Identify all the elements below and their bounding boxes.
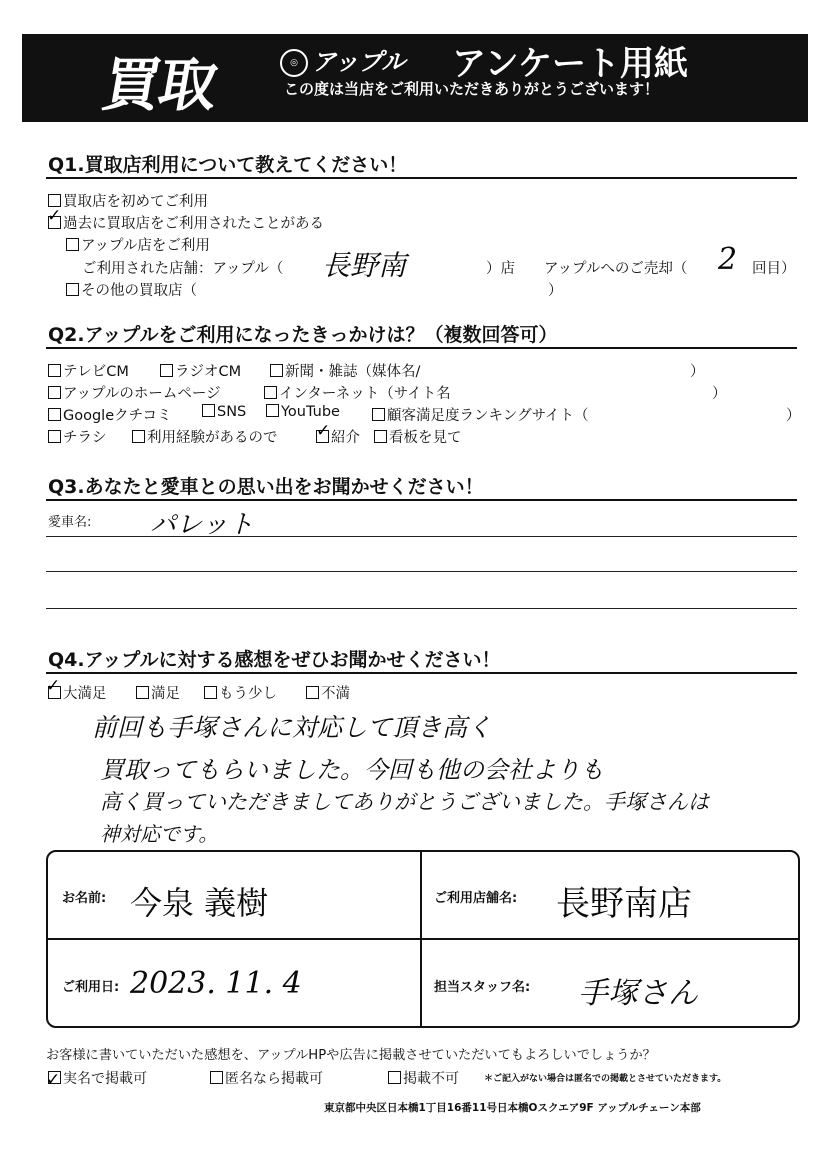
q4-comment-line[interactable]: 前回も手塚さんに対応して頂き高く bbox=[92, 713, 493, 742]
q2-option-newspaper[interactable]: 新聞・雑誌（媒体名/ bbox=[270, 360, 420, 381]
q4-option-very[interactable]: 大満足 bbox=[48, 682, 107, 703]
q1-option-apple[interactable]: アップル店をご利用 bbox=[66, 234, 210, 255]
write-line bbox=[46, 571, 797, 572]
checkbox[interactable] bbox=[210, 1071, 223, 1084]
write-line bbox=[46, 608, 797, 609]
checkbox[interactable] bbox=[48, 408, 61, 421]
q2-option-sns[interactable]: SNS bbox=[202, 404, 246, 420]
q2-title: Q2.アップルをご利用になったきっかけは？（複数回答可） bbox=[48, 324, 558, 346]
publish-option-real[interactable]: 実名で掲載可 bbox=[48, 1068, 147, 1088]
q2-option-signboard[interactable]: 看板を見て bbox=[374, 426, 462, 447]
checkbox[interactable] bbox=[48, 430, 61, 443]
staff-value[interactable]: 手塚さん bbox=[578, 976, 698, 1011]
checkbox[interactable] bbox=[204, 686, 217, 699]
q2-option-homepage[interactable]: アップルのホームページ bbox=[48, 382, 221, 403]
q4-comment-line[interactable]: 高く買っていただきましてありがとうございました。手塚さんは bbox=[100, 790, 709, 814]
form-subtitle: この度は当店をご利用いただきありがとうございます！ bbox=[284, 80, 660, 98]
staff-label: 担当スタッフ名: bbox=[434, 980, 531, 995]
q1-store-label: ご利用された店舗：アップル（ bbox=[82, 261, 284, 277]
q3-car-value[interactable]: パレット bbox=[150, 510, 254, 540]
checkbox[interactable] bbox=[270, 364, 283, 377]
checkbox[interactable] bbox=[266, 404, 279, 417]
q4-option-satisfied[interactable]: 満足 bbox=[136, 682, 180, 703]
checkbox[interactable] bbox=[388, 1071, 401, 1084]
q4-option-more[interactable]: もう少し bbox=[204, 682, 277, 703]
q2-option-youtube[interactable]: YouTube bbox=[266, 404, 340, 420]
q3-title: Q3.あなたと愛車との思い出をお聞かせください！ bbox=[48, 476, 484, 498]
q2-option-internet[interactable]: インターネット（サイト名 bbox=[264, 382, 451, 403]
q2-option-ranking[interactable]: 顧客満足度ランキングサイト（ bbox=[372, 404, 589, 425]
q4-title: Q4.アップルに対する感想をぜひお聞かせください！ bbox=[48, 649, 501, 671]
store-name-value[interactable]: 長野南店 bbox=[556, 884, 692, 924]
box-divider bbox=[48, 938, 798, 940]
paren-close: ） bbox=[786, 408, 801, 424]
publish-note: ＊ご記入がない場合は匿名での掲載とさせていただきます。 bbox=[484, 1074, 727, 1084]
checkbox[interactable] bbox=[264, 386, 277, 399]
checkbox[interactable] bbox=[160, 364, 173, 377]
q1-divider bbox=[46, 177, 797, 179]
checkbox[interactable] bbox=[132, 430, 145, 443]
checkbox[interactable] bbox=[66, 238, 79, 251]
write-line bbox=[46, 536, 797, 537]
q1-other-close: ） bbox=[548, 283, 563, 299]
checkmark-icon: ✓ bbox=[316, 421, 331, 441]
q2-option-google[interactable]: Googleクチコミ bbox=[48, 404, 172, 425]
q2-option-flyer[interactable]: チラシ bbox=[48, 426, 107, 447]
checkbox[interactable] bbox=[48, 364, 61, 377]
q1-store-value[interactable]: 長野南 bbox=[322, 249, 407, 282]
q2-option-tvcm[interactable]: テレビCM bbox=[48, 360, 129, 381]
q1-option-past[interactable]: 過去に買取店をご利用されたことがある bbox=[48, 212, 324, 233]
q3-car-label: 愛車名: bbox=[48, 515, 92, 530]
checkbox[interactable] bbox=[374, 430, 387, 443]
q2-option-experience[interactable]: 利用経験があるので bbox=[132, 426, 278, 447]
q1-sell-suffix: 回目） bbox=[752, 261, 796, 277]
paren-close: ） bbox=[712, 386, 727, 402]
brand-mark-icon: ◎ bbox=[280, 49, 308, 77]
checkbox[interactable] bbox=[202, 404, 215, 417]
q4-comment-line[interactable]: 買取ってもらいました。今回も他の会社よりも bbox=[100, 756, 604, 784]
q1-sell-label: アップルへのご売却（ bbox=[544, 261, 688, 277]
q4-comment-line[interactable]: 神対応です。 bbox=[100, 822, 219, 846]
q3-divider bbox=[46, 499, 797, 501]
date-value[interactable]: 2023. 11. 4 bbox=[130, 966, 302, 1001]
q1-title: Q1.買取店利用について教えてください！ bbox=[48, 154, 408, 176]
q2-option-referral[interactable]: 紹介 bbox=[316, 426, 360, 447]
checkmark-icon: ✓ bbox=[47, 206, 62, 226]
checkmark-icon: ✓ bbox=[46, 676, 61, 696]
q1-store-suffix: ）店 bbox=[486, 261, 515, 277]
checkbox[interactable] bbox=[306, 686, 319, 699]
q2-option-radiocm[interactable]: ラジオCM bbox=[160, 360, 241, 381]
hq-address: 東京都中央区日本橋1丁目16番11号日本橋Oスクエア9F アップルチェーン本部 bbox=[324, 1102, 701, 1114]
brand-name: ◎ アップル bbox=[280, 42, 405, 77]
checkbox[interactable] bbox=[372, 408, 385, 421]
checkbox[interactable] bbox=[66, 283, 79, 296]
q1-option-first[interactable]: 買取店を初めてご利用 bbox=[48, 190, 208, 211]
form-title: アンケート用紙 bbox=[452, 44, 688, 84]
publish-question: お客様に書いていただいた感想を、アップルHPや広告に掲載させていただいてもよろしいでしょうか？ bbox=[46, 1048, 656, 1063]
name-value[interactable]: 今泉 義樹 bbox=[130, 884, 269, 922]
q2-divider bbox=[46, 347, 797, 349]
buyback-logo: 買取 bbox=[97, 51, 222, 119]
date-label: ご利用日: bbox=[62, 980, 120, 995]
checkbox[interactable] bbox=[48, 386, 61, 399]
store-name-label: ご利用店舗名: bbox=[434, 891, 518, 906]
checkbox[interactable] bbox=[136, 686, 149, 699]
q4-divider bbox=[46, 672, 797, 674]
paren-close: ） bbox=[690, 364, 705, 380]
name-label: お名前: bbox=[62, 891, 107, 906]
q1-option-other[interactable]: その他の買取店（ bbox=[66, 279, 197, 300]
publish-option-anon[interactable]: 匿名なら掲載可 bbox=[210, 1068, 323, 1088]
header-banner bbox=[22, 34, 808, 122]
q1-sell-value[interactable]: 2 bbox=[718, 242, 738, 277]
checkmark-icon: ✓ bbox=[46, 1070, 61, 1090]
q4-option-dissatisfied[interactable]: 不満 bbox=[306, 682, 350, 703]
publish-option-no[interactable]: 掲載不可 bbox=[388, 1068, 459, 1088]
